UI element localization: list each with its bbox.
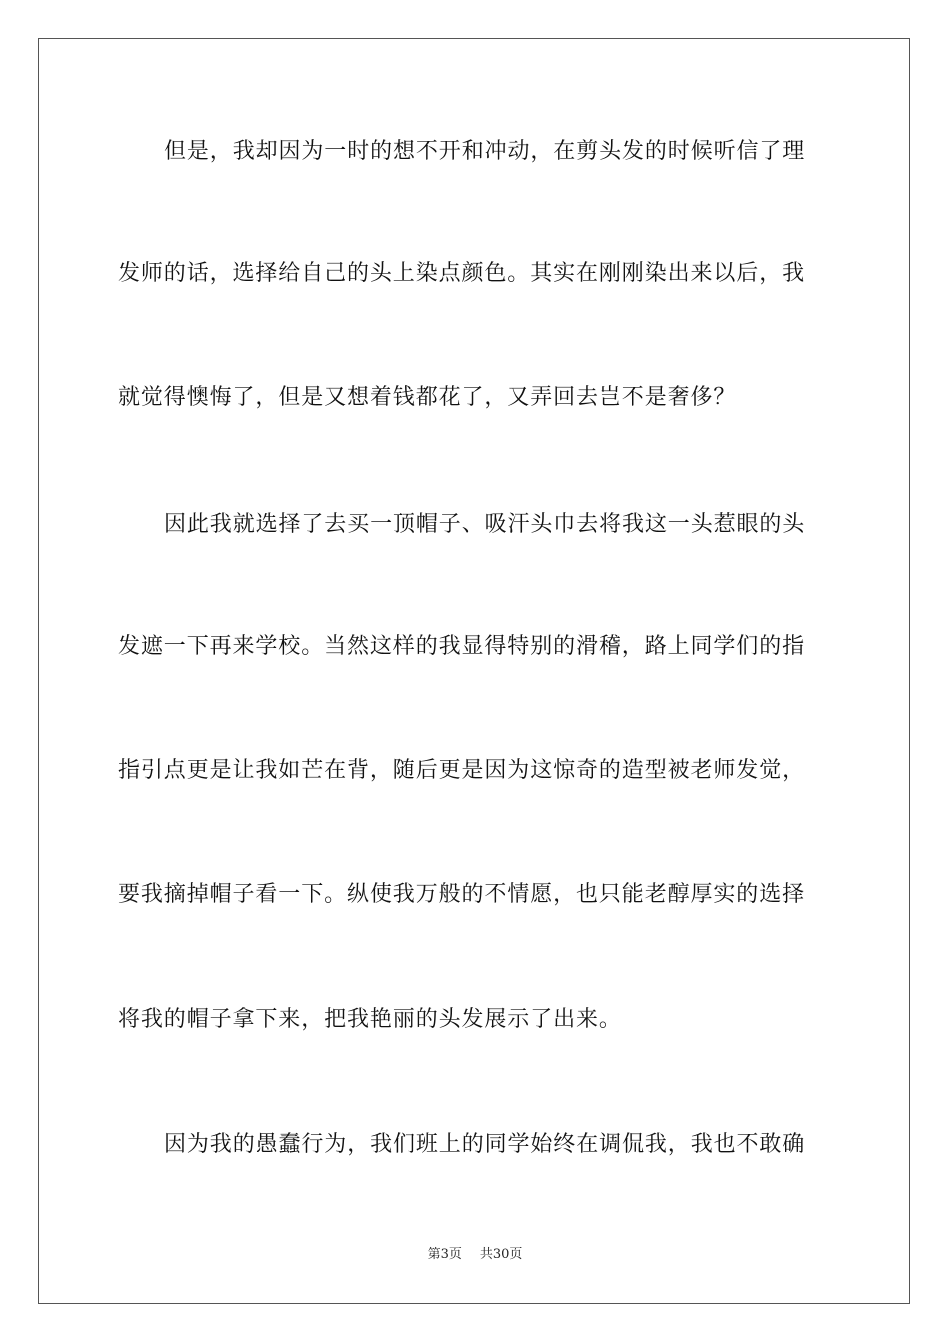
page-total: 共30页: [479, 1247, 523, 1262]
paragraph-2-line-2: 发遮一下再来学校。当然这样的我显得特别的滑稽，路上同学们的指: [118, 634, 806, 659]
paragraph-1-line-3: 就觉得懊悔了，但是又想着钱都花了，又弄回去岂不是奢侈？: [118, 385, 737, 410]
paragraph-1-line-1: 但是，我却因为一时的想不开和冲动，在剪头发的时候听信了理: [164, 139, 806, 164]
page-footer: [0, 1246, 950, 1264]
paragraph-2-line-3: 指引点更是让我如芒在背，随后更是因为这惊奇的造型被老师发觉，: [118, 758, 806, 783]
page-border: [38, 38, 910, 1304]
paragraph-2-line-1: 因此我就选择了去买一顶帽子、吸汗头巾去将我这一头惹眼的头: [164, 512, 806, 537]
paragraph-2-line-4: 要我摘掉帽子看一下。纵使我万般的不情愿，也只能老醇厚实的选择: [118, 882, 806, 907]
paragraph-1-line-2: 发师的话，选择给自己的头上染点颜色。其实在刚刚染出来以后，我: [118, 261, 806, 286]
paragraph-2-line-5: 将我的帽子拿下来，把我艳丽的头发展示了出来。: [118, 1007, 622, 1032]
page-number: 第3页: [427, 1247, 462, 1262]
paragraph-3-line-1: 因为我的愚蠢行为，我们班上的同学始终在调侃我，我也不敢确: [164, 1132, 806, 1157]
